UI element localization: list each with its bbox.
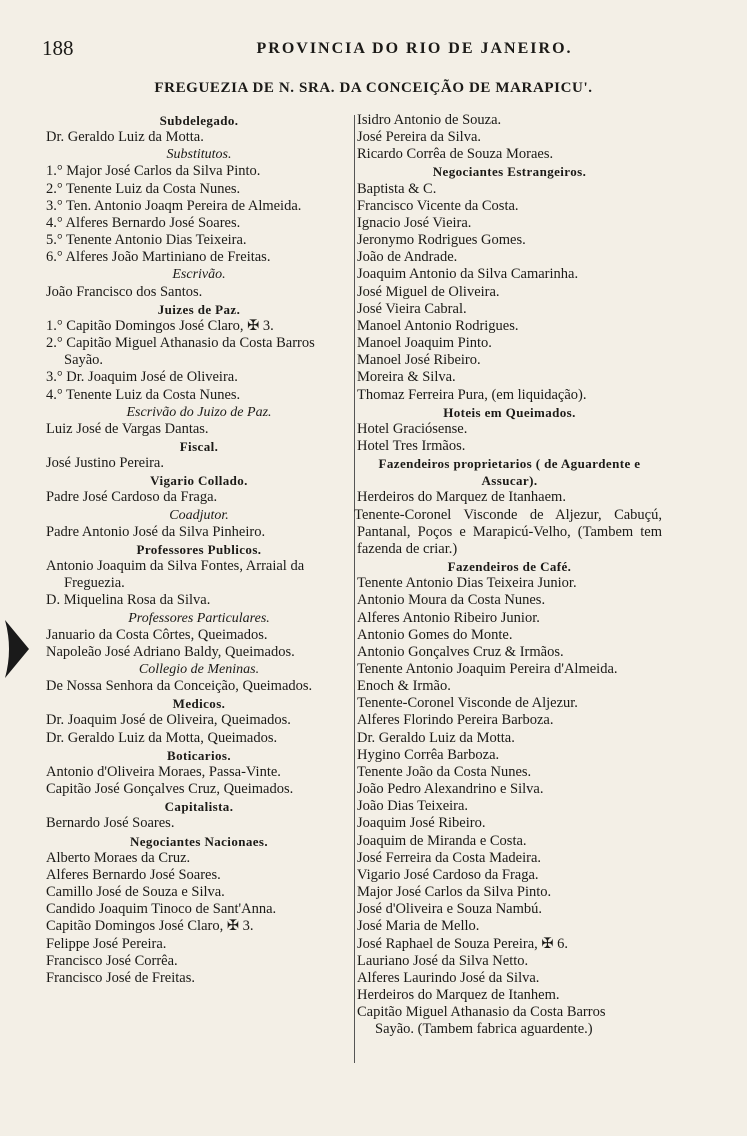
directory-entry: Dr. Joaquim José de Oliveira, Queimados.	[46, 712, 291, 729]
section-subheading: Escrivão.	[172, 267, 226, 283]
directory-entry: Capitão Domingos José Claro, ✠ 3.	[46, 918, 254, 935]
directory-entry: Manoel Joaquim Pinto.	[357, 335, 492, 352]
directory-entry: Tenente Antonio Dias Teixeira Junior.	[357, 575, 577, 592]
directory-entry: Dr. Geraldo Luiz da Motta.	[357, 729, 515, 746]
directory-entry: José Pereira da Silva.	[357, 129, 482, 146]
directory-entry: Moreira & Silva.	[357, 369, 456, 386]
directory-entry: 3.° Dr. Joaquim José de Oliveira.	[46, 369, 238, 386]
directory-entry: Capitão Miguel Athanasio da Costa Barros	[357, 1004, 606, 1021]
directory-entry: João Pedro Alexandrino e Silva.	[357, 781, 544, 798]
directory-entry: Manoel Antonio Rodrigues.	[357, 317, 519, 334]
directory-entry: José Vieira Cabral.	[357, 300, 467, 317]
directory-entry: Isidro Antonio de Souza.	[357, 112, 502, 128]
directory-entry: 1.° Capitão Domingos José Claro, ✠ 3.	[46, 317, 274, 334]
directory-entry: Alferes Florindo Pereira Barboza.	[357, 712, 554, 729]
directory-entry: Antonio d'Oliveira Moraes, Passa-Vinte.	[46, 763, 281, 780]
directory-entry: Hotel Graciósense.	[357, 420, 468, 437]
directory-entry: Herdeiros do Marquez de Itanhem.	[357, 986, 560, 1003]
directory-entry: De Nossa Senhora da Conceição, Queimados.	[46, 678, 313, 695]
section-heading: Negociantes Nacionaes.	[129, 833, 269, 849]
directory-entry: João de Andrade.	[357, 249, 458, 266]
section-heading: Vigario Collado.	[150, 473, 248, 489]
directory-entry: Herdeiros do Marquez de Itanhaem.	[357, 489, 566, 506]
directory-entry: Joaquim Antonio da Silva Camarinha.	[357, 266, 579, 283]
section-subheading: Collegio de Meninas.	[138, 662, 260, 677]
directory-entry: José d'Oliveira e Souza Nambú.	[357, 901, 543, 918]
directory-entry: Joaquim José Ribeiro.	[357, 815, 486, 832]
directory-entry: Hotel Tres Irmãos.	[357, 437, 466, 454]
directory-entry: Major José Carlos da Silva Pinto.	[357, 884, 552, 901]
page-header	[42, 36, 707, 64]
left-column	[46, 112, 352, 987]
section-subheading: Substitutos.	[166, 147, 232, 163]
directory-entry: José Ferreira da Costa Madeira.	[357, 849, 542, 866]
section-heading: Negociantes Estrangeiros.	[432, 164, 587, 180]
directory-entry: 5.° Tenente Antonio Dias Teixeira.	[46, 232, 247, 249]
directory-entry: Antonio Gonçalves Cruz & Irmãos.	[357, 643, 564, 660]
directory-entry: Dr. Geraldo Luiz da Motta, Queimados.	[46, 729, 278, 746]
directory-entry: Joaquim de Miranda e Costa.	[357, 832, 527, 849]
parish-title: FREGUEZIA DE N. SRA. DA CONCEIÇÃO DE MARAPICU'.	[154, 80, 593, 96]
directory-entry: Alferes Bernardo José Soares.	[46, 866, 221, 883]
directory-entry: Januario da Costa Côrtes, Queimados.	[46, 626, 268, 643]
directory-entry: Lauriano José da Silva Netto.	[357, 952, 529, 969]
directory-entry: Francisco Vicente da Costa.	[357, 197, 519, 214]
directory-entry: Bernardo José Soares.	[46, 815, 175, 832]
directory-entry: Ricardo Corrêa de Souza Moraes.	[357, 146, 554, 163]
section-subheading: Professores Particulares.	[128, 610, 270, 626]
section-heading: Hoteis em Queimados.	[443, 404, 576, 420]
directory-entry: Camillo José de Souza e Silva.	[46, 884, 225, 901]
directory-entry: Capitão José Gonçalves Cruz, Queimados.	[46, 781, 294, 798]
section-heading: Capitalista.	[164, 799, 234, 815]
directory-entry: José Raphael de Souza Pereira, ✠ 6.	[357, 935, 569, 952]
directory-entry: José Miguel de Oliveira.	[357, 283, 500, 300]
directory-entry: D. Miquelina Rosa da Silva.	[46, 592, 211, 609]
section-heading: Subdelegado.	[159, 113, 239, 128]
directory-entry: 2.° Tenente Luiz da Costa Nunes.	[46, 180, 241, 197]
section-heading: Fazendeiros proprietarios ( de Aguardente e Assucar).	[378, 456, 641, 489]
directory-entry: 2.° Capitão Miguel Athanasio da Costa Barros	[46, 335, 315, 352]
directory-entry: Alberto Moraes da Cruz.	[46, 849, 191, 866]
directory-entry: Vigario José Cardoso da Fraga.	[357, 866, 539, 883]
directory-entry: João Francisco dos Santos.	[46, 283, 203, 300]
directory-entry: João Dias Teixeira.	[357, 798, 469, 815]
directory-entry: Tenente João da Costa Nunes.	[357, 763, 532, 780]
directory-entry: 4.° Alferes Bernardo José Soares.	[46, 214, 241, 231]
directory-entry-continuation: Sayão.	[64, 352, 104, 369]
column-divider	[354, 115, 355, 1063]
section-subheading: Coadjutor.	[169, 507, 229, 523]
directory-entry: Padre Antonio José da Silva Pinheiro.	[46, 523, 266, 540]
directory-entry: Alferes Antonio Ribeiro Junior.	[357, 609, 540, 626]
directory-entry: 6.° Alferes João Martiniano de Freitas.	[46, 249, 271, 266]
section-subheading: Escrivão do Juizo de Paz.	[126, 404, 272, 420]
directory-entry: Jeronymo Rodrigues Gomes.	[357, 232, 526, 249]
directory-entry: José Maria de Mello.	[357, 918, 480, 935]
section-heading: Medicos.	[172, 696, 226, 712]
section-heading: Juizes de Paz.	[157, 301, 241, 317]
directory-entry: Candido Joaquim Tinoco de Sant'Anna.	[46, 901, 277, 918]
running-title: PROVINCIA DO RIO DE JANEIRO.	[256, 40, 573, 57]
directory-entry: Hygino Corrêa Barboza.	[357, 746, 500, 763]
directory-entry: Manoel José Ribeiro.	[357, 352, 481, 369]
directory-entry: Luiz José de Vargas Dantas.	[46, 420, 209, 437]
section-heading: Professores Publicos.	[136, 541, 262, 557]
page-number: 188	[42, 36, 74, 60]
directory-entry: Felippe José Pereira.	[46, 935, 167, 952]
directory-entry: Antonio Moura da Costa Nunes.	[357, 592, 546, 609]
directory-entry: Enoch & Irmão.	[357, 678, 451, 695]
directory-entry: Tenente-Coronel Visconde de Aljezur, Cabuçú, Pantanal, Poços e Marapicú-Velho, (Tambem tem fazenda de criar.)	[354, 506, 662, 557]
directory-entry-continuation: Sayão. (Tambem fabrica aguardente.)	[375, 1021, 593, 1038]
directory-entry: Napoleão José Adriano Baldy, Queimados.	[46, 643, 295, 660]
page-edge-mark	[3, 618, 31, 680]
directory-entry: Antonio Gomes do Monte.	[357, 626, 513, 643]
directory-entry: 1.° Major José Carlos da Silva Pinto.	[46, 163, 261, 180]
directory-entry: Antonio Joaquim da Silva Fontes, Arraial da	[46, 558, 305, 575]
directory-entry: Alferes Laurindo José da Silva.	[357, 969, 540, 986]
directory-entry-continuation: Freguezia.	[64, 575, 125, 592]
directory-entry: José Justino Pereira.	[46, 455, 164, 472]
directory-entry: Tenente-Coronel Visconde de Aljezur.	[357, 695, 578, 712]
right-column	[354, 112, 662, 1038]
directory-entry: Dr. Geraldo Luiz da Motta.	[46, 129, 204, 146]
directory-entry: Padre José Cardoso da Fraga.	[46, 489, 218, 506]
section-heading: Boticarios.	[167, 747, 231, 763]
directory-entry: 4.° Tenente Luiz da Costa Nunes.	[46, 386, 241, 403]
directory-entry: Baptista & C.	[357, 180, 437, 197]
directory-entry: Francisco José de Freitas.	[46, 969, 195, 986]
directory-entry: 3.° Ten. Antonio Joaqm Pereira de Almeida.	[46, 197, 302, 214]
directory-entry: Tenente Antonio Joaquim Pereira d'Almeida.	[357, 661, 618, 677]
section-heading: Fazendeiros de Café.	[447, 559, 572, 575]
directory-entry: Ignacio José Vieira.	[357, 214, 472, 231]
directory-entry: Thomaz Ferreira Pura, (em liquidação).	[357, 386, 587, 403]
section-heading: Fiscal.	[179, 438, 219, 454]
directory-entry: Francisco José Corrêa.	[46, 952, 178, 969]
